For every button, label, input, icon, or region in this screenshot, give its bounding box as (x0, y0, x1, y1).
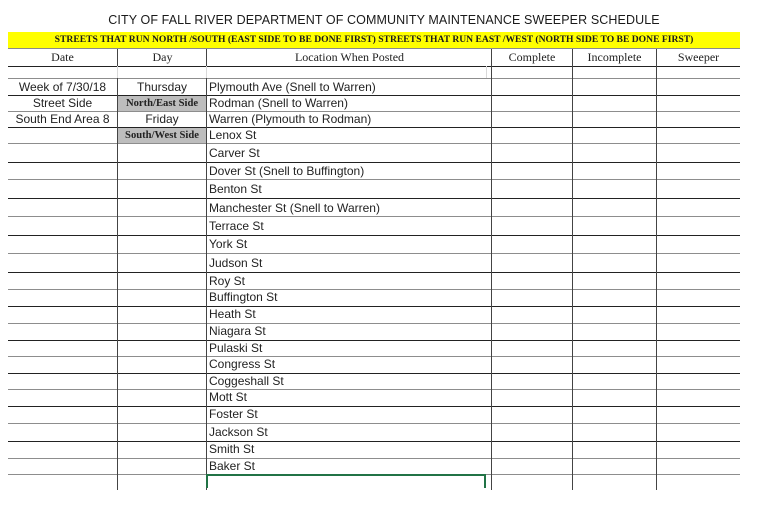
location-cell[interactable]: Buffington St (209, 290, 278, 304)
location-cell[interactable]: Manchester St (Snell to Warren) (209, 201, 380, 215)
location-cell[interactable]: Dover St (Snell to Buffington) (209, 164, 365, 178)
instructions-banner: STREETS THAT RUN NORTH /SOUTH (EAST SIDE TO BE DONE FIRST) STREETS THAT RUN EAST /WEST (NORTH SIDE TO BE DONE FIRST) (8, 32, 740, 49)
page-title: CITY OF FALL RIVER DEPARTMENT OF COMMUNITY MAINTENANCE SWEEPER SCHEDULE (108, 13, 660, 27)
header-date[interactable]: Date (51, 50, 74, 64)
header-complete[interactable]: Complete (508, 50, 556, 64)
location-cell[interactable]: Foster St (209, 407, 258, 421)
location-cell[interactable]: Terrace St (209, 219, 264, 233)
column-divider (206, 49, 207, 490)
column-divider (491, 49, 492, 490)
column-divider (117, 66, 118, 78)
location-cell[interactable]: Heath St (209, 307, 256, 321)
day-cell[interactable]: Thursday (136, 80, 188, 94)
location-cell[interactable]: Pulaski St (209, 341, 263, 355)
location-cell[interactable]: Plymouth Ave (Snell to Warren) (209, 80, 376, 94)
location-cell[interactable]: Rodman (Snell to Warren) (209, 96, 348, 110)
column-divider (486, 66, 487, 78)
location-cell[interactable]: Baker St (209, 459, 256, 473)
location-cell[interactable]: Benton St (209, 182, 262, 196)
day-cell[interactable]: Friday (145, 112, 179, 126)
side-label-cell[interactable]: South/West Side (118, 128, 206, 143)
side-label-cell[interactable]: North/East Side (118, 96, 206, 111)
column-divider (206, 66, 207, 78)
location-cell[interactable]: Lenox St (209, 128, 257, 142)
date-cell[interactable]: South End Area 8 (15, 112, 110, 126)
location-cell[interactable]: Smith St (209, 442, 255, 456)
location-cell[interactable]: Carver St (209, 146, 260, 160)
header-sweeper[interactable]: Sweeper (677, 50, 720, 64)
column-divider (572, 49, 573, 490)
location-cell[interactable]: Warren (Plymouth to Rodman) (209, 112, 372, 126)
selected-cell[interactable] (206, 474, 486, 488)
date-cell[interactable]: Week of 7/30/18 (18, 80, 107, 94)
column-divider (656, 49, 657, 490)
location-cell[interactable]: Roy St (209, 274, 246, 288)
location-cell[interactable]: Judson St (209, 256, 263, 270)
header-incomplete[interactable]: Incomplete (587, 50, 642, 64)
date-cell[interactable]: Street Side (32, 96, 93, 110)
location-cell[interactable]: York St (209, 237, 248, 251)
header-day[interactable]: Day (152, 50, 173, 64)
location-cell[interactable]: Niagara St (209, 324, 266, 338)
location-cell[interactable]: Jackson St (209, 425, 268, 439)
location-cell[interactable]: Mott St (209, 390, 248, 404)
location-cell[interactable]: Coggeshall St (209, 374, 284, 388)
location-cell[interactable]: Congress St (209, 357, 276, 371)
header-location[interactable]: Location When Posted (294, 50, 405, 64)
